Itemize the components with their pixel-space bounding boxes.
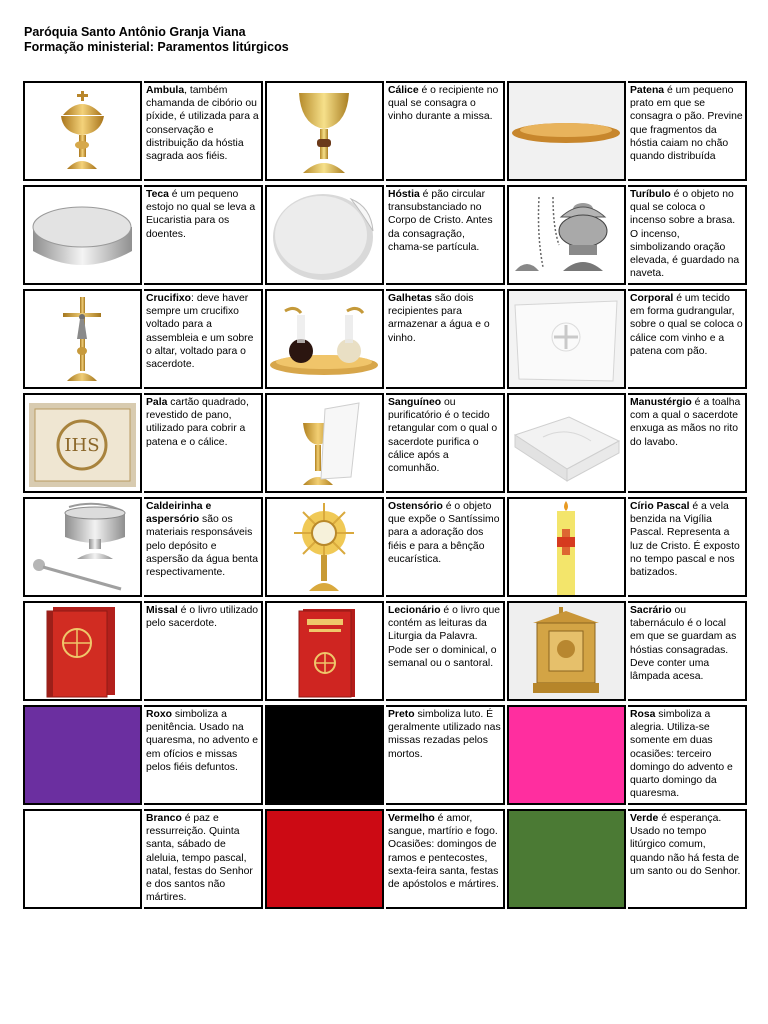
monstrance-icon bbox=[267, 499, 382, 595]
description-hostia bbox=[386, 185, 505, 285]
description-missal bbox=[144, 601, 263, 701]
towel-icon bbox=[509, 395, 624, 491]
description-branco bbox=[144, 809, 263, 909]
term: Cálice bbox=[388, 85, 419, 96]
definition: são dois recipientes para armazenar a água e o vinho. bbox=[388, 293, 490, 344]
definition: é o livro que contém as leituras da Liturgia da Palavra. Pode ser o dominical, o semanal ou o santoral. bbox=[388, 605, 501, 669]
definition: é o objeto que expõe o Santíssimo para a adoração dos fiéis e para a bênção eucarística. bbox=[388, 501, 500, 565]
thurible-icon bbox=[507, 185, 626, 285]
definition: : deve haver sempre um crucifixo voltado para a assembleia e um sobre o altar, voltado para o sacerdote. bbox=[146, 293, 254, 371]
cruets-icon bbox=[267, 291, 382, 387]
tabernacle-icon bbox=[509, 603, 624, 699]
aspergillum-icon bbox=[23, 497, 142, 597]
crucifix-icon bbox=[23, 289, 142, 389]
purificator-icon bbox=[265, 393, 384, 493]
document-header bbox=[24, 25, 289, 55]
definition: simboliza a penitência. Usado na quaresma, no advento e em ofícios e missas pelos fiéis defuntos. bbox=[146, 709, 259, 773]
definition: é um pequeno prato em que se consagra o pão. Previne que fragmentos da hóstia caiam no chão quando distribuída bbox=[630, 85, 743, 163]
definition: é esperança. Usado no tempo litúrgico comum, quando não há festa de um santo ou do Senhor. bbox=[630, 813, 741, 877]
pall-icon bbox=[23, 393, 142, 493]
term: Galhetas bbox=[388, 293, 432, 304]
term: Hóstia bbox=[388, 189, 420, 200]
definition: é a toalha com a qual o sacerdote enxuga as mãos no rito do lavabo. bbox=[630, 397, 741, 448]
description-crucifixo bbox=[144, 289, 263, 389]
pyx-icon bbox=[23, 185, 142, 285]
description-vermelho bbox=[386, 809, 505, 909]
term: Teca bbox=[146, 189, 169, 200]
description-verde bbox=[628, 809, 747, 909]
color-swatch-verde bbox=[507, 809, 626, 909]
description-manustergio bbox=[628, 393, 747, 493]
description-ambula bbox=[144, 81, 263, 181]
definition: é o objeto no qual se coloca o incenso sobre a brasa. O incenso, simbolizando oração elevada, é guardado na naveta. bbox=[630, 189, 740, 280]
term: Sacrário bbox=[630, 605, 672, 616]
description-sacrario bbox=[628, 601, 747, 701]
paten-icon bbox=[507, 81, 626, 181]
description-patena bbox=[628, 81, 747, 181]
term: Crucifixo bbox=[146, 293, 192, 304]
description-ostensorio bbox=[386, 497, 505, 597]
definition: é a vela benzida na Vigília Pascal. Representa a luz de Cristo. É exposto no tempo pascal e nos batizados. bbox=[630, 501, 740, 579]
monstrance-icon bbox=[265, 497, 384, 597]
description-galhetas bbox=[386, 289, 505, 389]
color-swatch-branco bbox=[23, 809, 142, 909]
parish-title: Paróquia Santo Antônio Granja Viana bbox=[24, 25, 246, 39]
svg-text:IHS: IHS bbox=[64, 435, 100, 456]
color-swatch-roxo bbox=[23, 705, 142, 805]
term: Lecionário bbox=[388, 605, 441, 616]
pyx-icon bbox=[25, 187, 140, 283]
description-pala bbox=[144, 393, 263, 493]
missal-icon bbox=[25, 603, 140, 699]
ciborium-icon bbox=[25, 83, 140, 179]
towel-icon bbox=[507, 393, 626, 493]
term: Ambula bbox=[146, 85, 185, 96]
definition: simboliza luto. É geralmente utilizado nas missas rezadas pelos mortos. bbox=[388, 709, 501, 760]
description-caldeirinha-e-aspersorio bbox=[144, 497, 263, 597]
term: Ostensório bbox=[388, 501, 443, 512]
vestments-grid bbox=[23, 81, 747, 909]
term: Círio Pascal bbox=[630, 501, 690, 512]
definition: são os materiais responsáveis pelo depósito e aspersão da água benta respectivamente. bbox=[146, 514, 259, 579]
lectionary-icon bbox=[265, 601, 384, 701]
description-teca bbox=[144, 185, 263, 285]
paten-icon bbox=[509, 83, 624, 179]
lectionary-icon bbox=[267, 603, 382, 699]
description-roxo bbox=[144, 705, 263, 805]
candle-icon bbox=[507, 497, 626, 597]
tabernacle-icon bbox=[507, 601, 626, 701]
term: Sanguíneo bbox=[388, 397, 442, 408]
definition: simboliza a alegria. Utiliza-se somente em duas ocasiões: terceiro domingo do advento e quarto domingo da quaresma. bbox=[630, 709, 733, 800]
term: Roxo bbox=[146, 709, 172, 720]
definition: é pão circular transubstanciado no Corpo de Cristo. Antes da consagração, chama-se partícula. bbox=[388, 189, 493, 253]
description-rosa bbox=[628, 705, 747, 805]
term: Patena bbox=[630, 85, 665, 96]
cruets-icon bbox=[265, 289, 384, 389]
term: Vermelho bbox=[388, 813, 435, 824]
pall-icon bbox=[25, 395, 140, 491]
color-swatch-rosa bbox=[507, 705, 626, 805]
aspergillum-icon bbox=[25, 499, 140, 595]
term: Branco bbox=[146, 813, 182, 824]
purificator-icon bbox=[267, 395, 382, 491]
ciborium-icon bbox=[23, 81, 142, 181]
corporal-icon bbox=[509, 291, 624, 387]
description-corporal bbox=[628, 289, 747, 389]
term: Corporal bbox=[630, 293, 674, 304]
description-calice bbox=[386, 81, 505, 181]
definition: , também chamanda de cibório ou píxide, é utilizada para a conservação e distribuição da hóstia sagrada aos fiéis. bbox=[146, 85, 259, 163]
definition: ou purificatório é o tecido retangular com o qual o sacerdote purifica o cálice após a comunhão. bbox=[388, 397, 498, 475]
term: Missal bbox=[146, 605, 178, 616]
term: Caldeirinha e aspersório bbox=[146, 501, 212, 526]
definition: é amor, sangue, martírio e fogo. Ocasiões: domingos de ramos e pentecostes, sexta-feira santa, festas de apóstolos e mártires. bbox=[388, 813, 499, 891]
description-turibulo bbox=[628, 185, 747, 285]
description-sanguineo bbox=[386, 393, 505, 493]
definition: é um pequeno estojo no qual se leva a Eucaristia para os doentes. bbox=[146, 189, 256, 240]
host-icon bbox=[265, 185, 384, 285]
term: Rosa bbox=[630, 709, 656, 720]
missal-icon bbox=[23, 601, 142, 701]
thurible-icon bbox=[509, 187, 624, 283]
term: Turíbulo bbox=[630, 189, 671, 200]
description-cirio-pascal bbox=[628, 497, 747, 597]
document-subtitle: Formação ministerial: Paramentos litúrgicos bbox=[24, 40, 289, 54]
host-icon bbox=[267, 187, 382, 283]
definition: é paz e ressurreição. Quinta santa, sábado de aleluia, tempo pascal, natal, festas do Senhor e dos santos não mártires. bbox=[146, 813, 253, 904]
definition: é o recipiente no qual se consagra o vinho durante a missa. bbox=[388, 85, 499, 123]
term: Preto bbox=[388, 709, 415, 720]
definition: cartão quadrado, revestido de pano, utilizado para cobrir a patena e o cálice. bbox=[146, 397, 249, 448]
definition: ou tabernáculo é o local em que se guardam as hóstias consagradas. Deve conter uma lâmpada acesa. bbox=[630, 605, 737, 683]
chalice-icon bbox=[267, 83, 382, 179]
description-lecionario bbox=[386, 601, 505, 701]
term: Manustérgio bbox=[630, 397, 692, 408]
chalice-icon bbox=[265, 81, 384, 181]
description-preto bbox=[386, 705, 505, 805]
definition: é o livro utilizado pelo sacerdote. bbox=[146, 605, 259, 630]
corporal-icon bbox=[507, 289, 626, 389]
term: Pala bbox=[146, 397, 168, 408]
candle-icon bbox=[509, 499, 624, 595]
color-swatch-preto bbox=[265, 705, 384, 805]
crucifix-icon bbox=[25, 291, 140, 387]
definition: é um tecido em forma gudrangular, sobre o qual se coloca o cálice com vinho e a patena com pão. bbox=[630, 293, 743, 357]
term: Verde bbox=[630, 813, 659, 824]
color-swatch-vermelho bbox=[265, 809, 384, 909]
